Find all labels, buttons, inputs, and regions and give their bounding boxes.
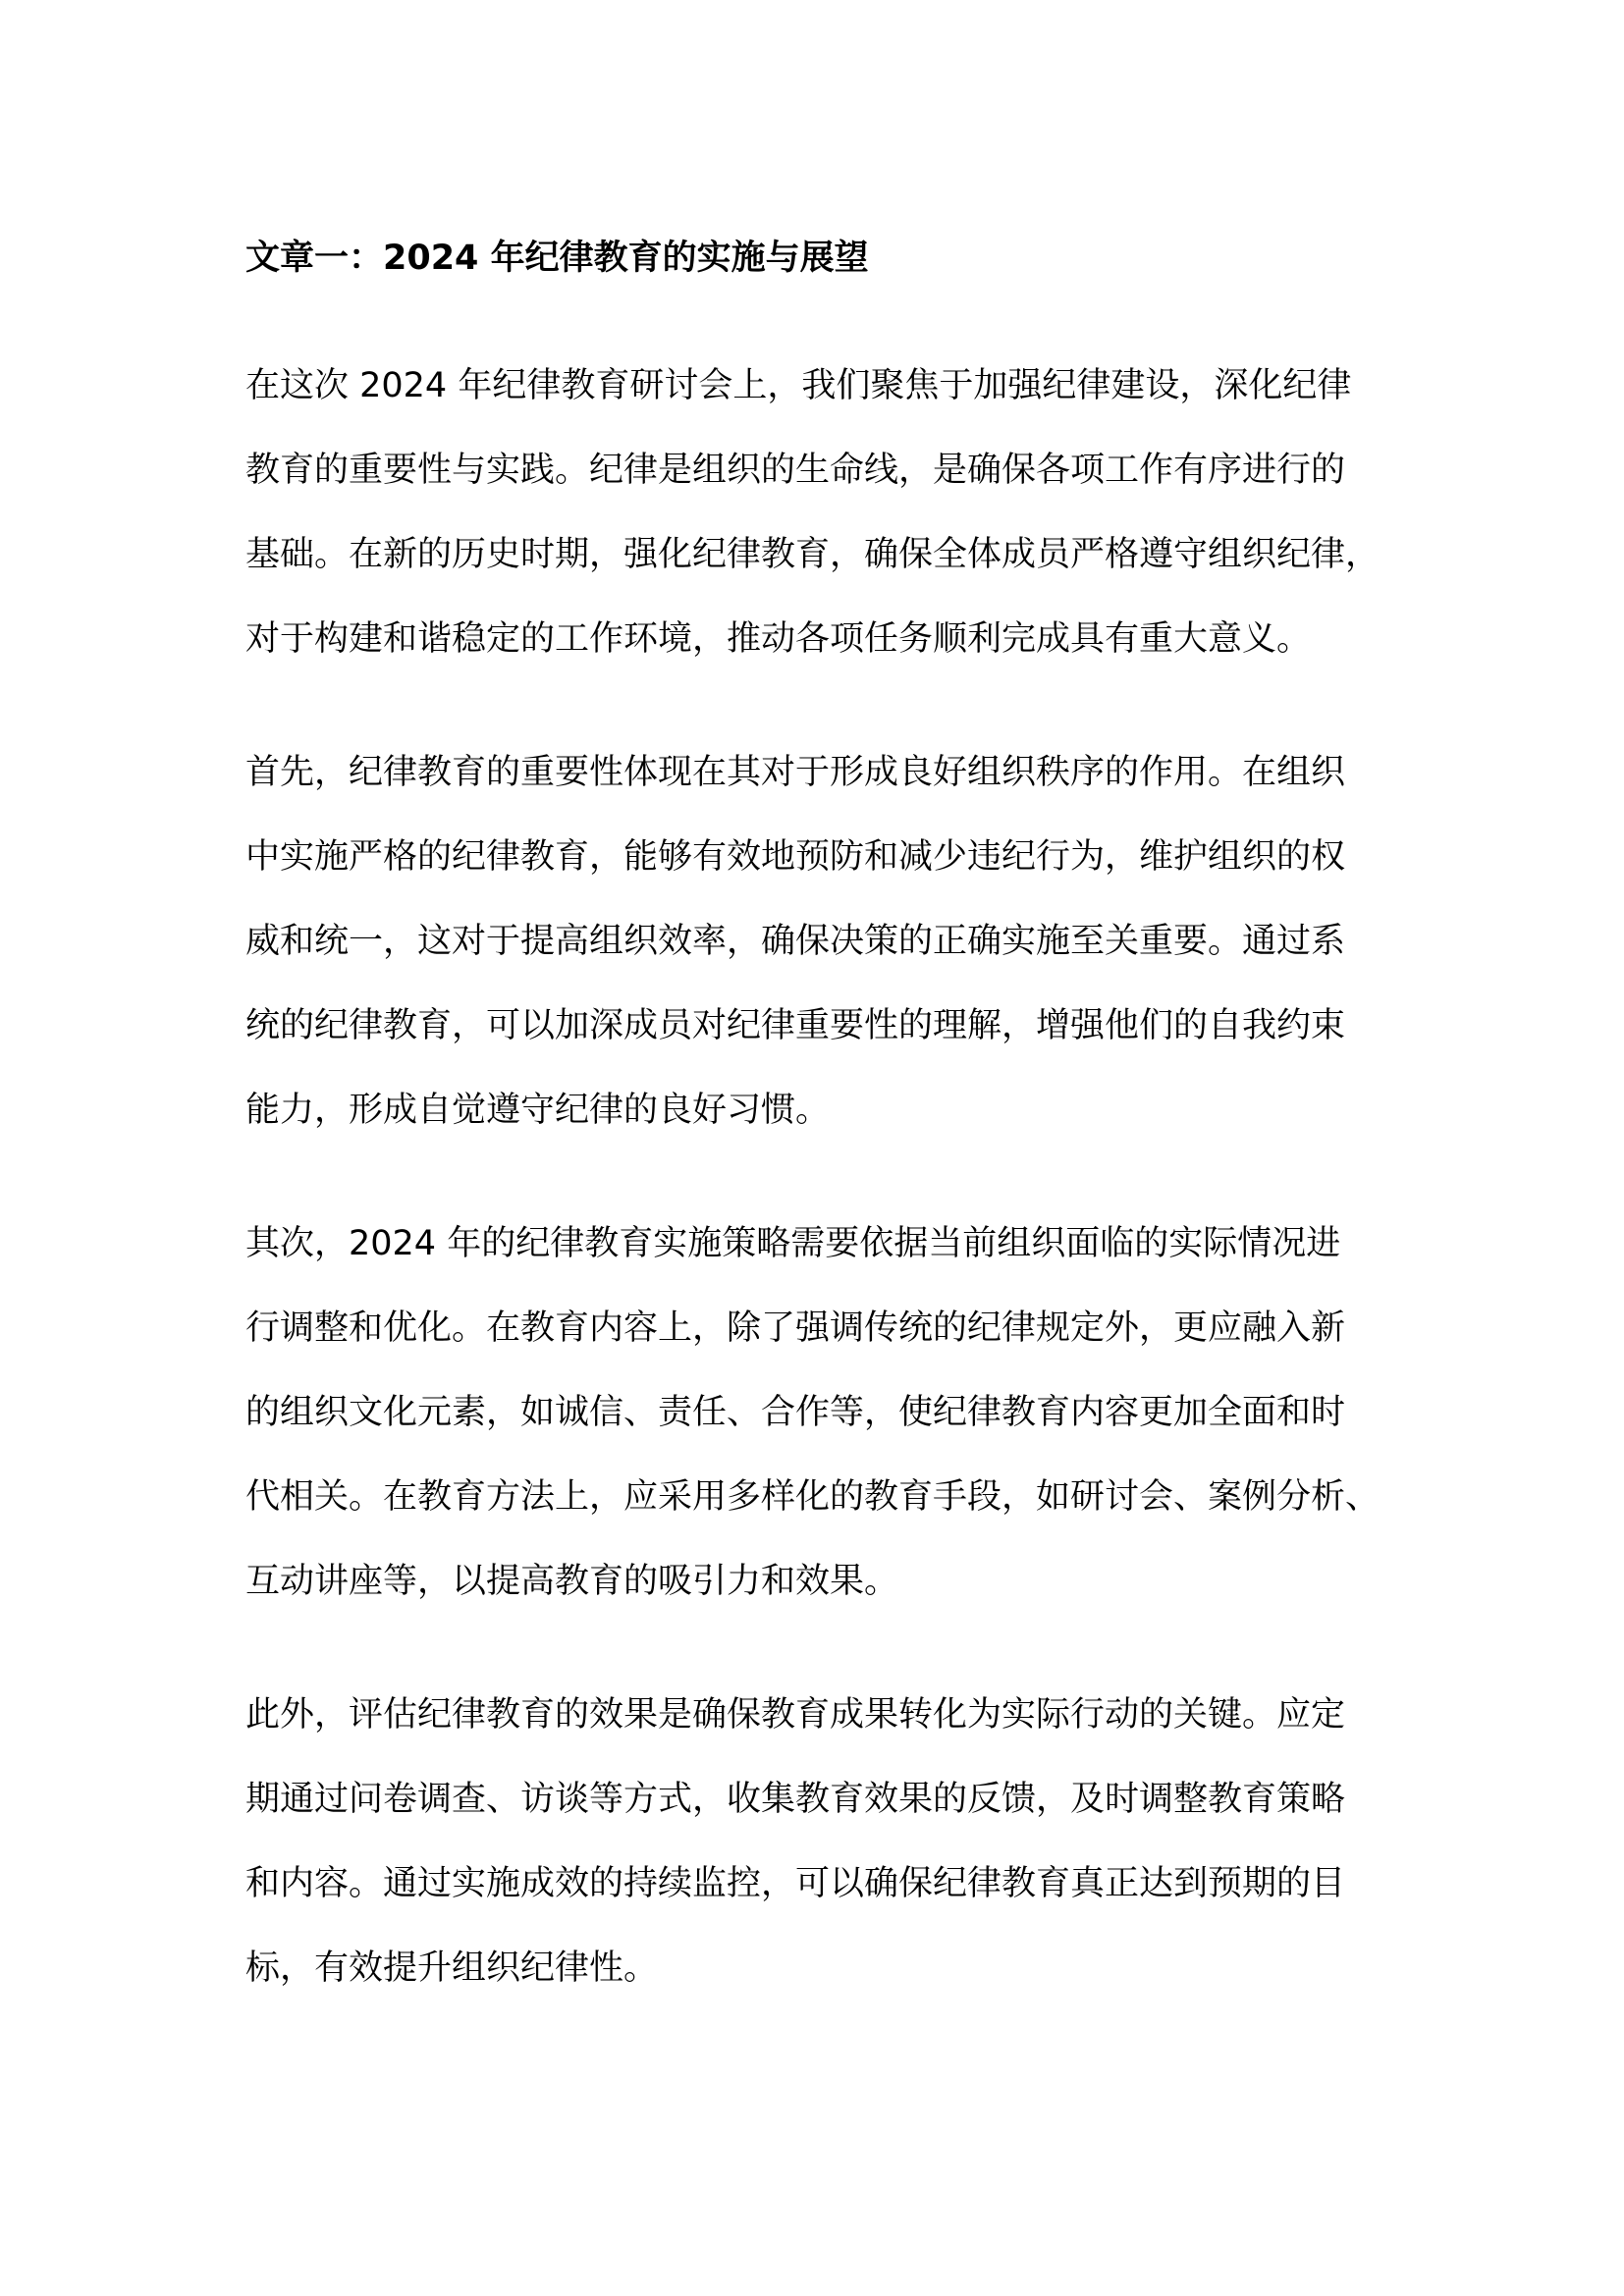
paragraph-1: 在这次 2024 年纪律教育研讨会上，我们聚焦于加强纪律建设，深化纪律 教育的重要性与实践。纪律是组织的生命线，是确保各项工作有序进行的 基础。在新的历史时期，强化纪律教育，确保全体成员严格遵守组织纪律， 对于构建和谐稳定的工作环境，推动各项任务顺利完成具有重大意义。 [245, 366, 1380, 659]
document-content [245, 229, 1404, 2010]
paragraph-3: 其次，2024 年的纪律教育实施策略需要依据当前组织面临的实际情况进 行调整和优化。在教育内容上，除了强调传统的纪律规定外，更应融入新 的组织文化元素，如诚信、责任、合作等，使纪律教育内容更加全面和时 代相关。在教育方法上，应采用多样化的教育手段，如研讨会、案例分析、 互动讲座等，以提高教育的吸引力和效果。 [245, 1224, 1380, 1601]
document-title: 文章一：2024 年纪律教育的实施与展望 [245, 239, 869, 278]
paragraph-4: 此外，评估纪律教育的效果是确保教育成果转化为实际行动的关键。应定 期通过问卷调查、访谈等方式，收集教育效果的反馈，及时调整教育策略 和内容。通过实施成效的持续监控，可以确保纪律教育真正达到预期的目 标，有效提升组织纪律性。 [245, 1695, 1346, 1988]
paragraph-2: 首先，纪律教育的重要性体现在其对于形成良好组织秩序的作用。在组织 中实施严格的纪律教育，能够有效地预防和减少违纪行为，维护组织的权 威和统一，这对于提高组织效率，确保决策的正确实施至关重要。通过系 统的纪律教育，可以加深成员对纪律重要性的理解，增强他们的自我约束 能力，形成自觉遵守纪律的良好习惯。 [245, 753, 1346, 1130]
document-body [245, 344, 1404, 2010]
